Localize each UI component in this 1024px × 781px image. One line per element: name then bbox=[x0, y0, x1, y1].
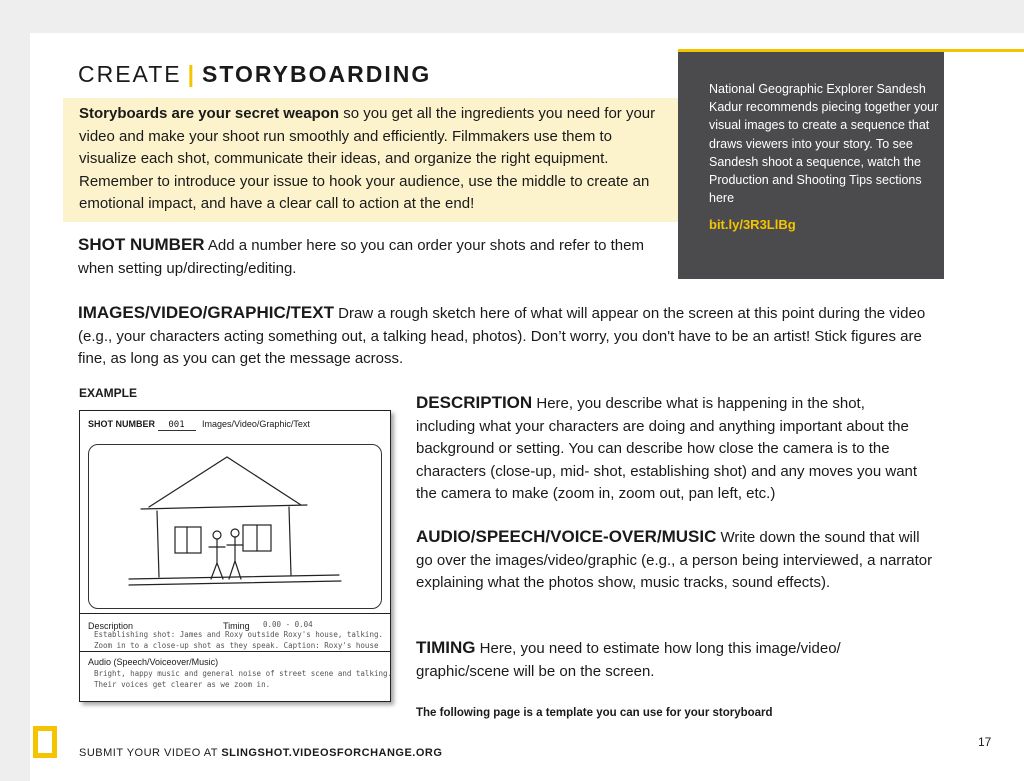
audio-text: Write down the sound that will go over the images/video/graphic (e.g., a person being interviewed, a narrator explaining what the photos show, music tracks, sound effects). bbox=[416, 529, 933, 591]
callout-link[interactable]: bit.ly/3R3LlBg bbox=[709, 217, 796, 233]
section-timing bbox=[416, 637, 926, 683]
intro-text: so you get all the ingredients you need for your video and make your shoot run smoothly and efficiently. Filmmakers use them to visualize each shot, communicate their ideas, and organize the right equipment. Remember to introduce your issue to hook your audience, use the middle to create an emotional impact, and have a clear call to action at the end! bbox=[79, 105, 656, 212]
explorer-callout bbox=[678, 52, 944, 279]
shot-number-heading: SHOT NUMBER bbox=[78, 235, 205, 254]
board-description-line1: Establishing shot: James and Roxy outside Roxy's house, talking. bbox=[94, 630, 383, 639]
title-separator: | bbox=[187, 61, 197, 87]
title-storyboarding: STORYBOARDING bbox=[202, 61, 432, 87]
board-audio-label: Audio (Speech/Voiceover/Music) bbox=[88, 657, 219, 667]
page-title bbox=[78, 61, 431, 88]
images-heading: IMAGES/VIDEO/GRAPHIC/TEXT bbox=[78, 303, 334, 322]
board-sketch-frame bbox=[88, 444, 382, 609]
board-shot-label: SHOT NUMBER bbox=[88, 419, 155, 429]
nat-geo-logo-icon bbox=[33, 726, 57, 758]
board-audio-line1: Bright, happy music and general noise of street scene and talking. bbox=[94, 669, 393, 678]
callout-text: National Geographic Explorer Sandesh Kadur recommends piecing together your visual images to create a sequence that draws viewers into your story. To see Sandesh shoot a sequence, watch the Production and Shooting Tips sections here bbox=[709, 82, 939, 206]
title-create: CREATE bbox=[78, 61, 182, 87]
document-page bbox=[30, 33, 1024, 781]
section-shot-number bbox=[78, 234, 658, 280]
section-images bbox=[78, 302, 946, 371]
images-text: Draw a rough sketch here of what will appear on the screen at this point during the video (e.g., your characters acting something out, a talking head, photos). Don’t worry, you don't have to be an artist! Stick figures are fine, as long as you can get the message across. bbox=[78, 305, 926, 367]
board-images-label: Images/Video/Graphic/Text bbox=[202, 419, 310, 429]
board-timing-label: Timing bbox=[223, 621, 250, 631]
timing-heading: TIMING bbox=[416, 638, 476, 657]
description-text: Here, you describe what is happening in the shot, including what your characters are doing and anything important about the background or setting. You can describe how close the camera is to the characters (close-up, mid- shot, establishing shot) and any moves you want the camera to make (zoom in, zoom out, pan left, etc.) bbox=[416, 395, 918, 502]
intro-bold: Storyboards are your secret weapon bbox=[79, 105, 340, 122]
board-divider bbox=[80, 613, 390, 614]
board-timing-value: 0.00 - 0.04 bbox=[263, 620, 313, 629]
board-description-label: Description bbox=[88, 621, 134, 631]
shot-number-text: Add a number here so you can order your shots and refer to them when setting up/directing/editing. bbox=[78, 237, 644, 277]
description-heading: DESCRIPTION bbox=[416, 393, 533, 412]
intro-highlight bbox=[63, 98, 681, 222]
section-audio bbox=[416, 526, 936, 595]
submit-url-link[interactable]: SLINGSHOT.VIDEOSFORCHANGE.ORG bbox=[221, 747, 443, 759]
page-number: 17 bbox=[978, 735, 992, 749]
example-storyboard bbox=[79, 410, 391, 702]
example-label: EXAMPLE bbox=[79, 386, 138, 400]
template-note: The following page is a template you can use for your storyboard bbox=[416, 707, 773, 719]
board-audio-line2: Their voices get clearer as we zoom in. bbox=[94, 680, 271, 689]
submit-text: SUBMIT YOUR VIDEO AT bbox=[79, 747, 222, 759]
board-header bbox=[88, 419, 310, 431]
house-sketch bbox=[89, 445, 381, 608]
board-description-line2: Zoom in to a close-up shot as they speak. Caption: Roxy's house bbox=[94, 641, 379, 650]
section-description bbox=[416, 392, 926, 506]
timing-text: Here, you need to estimate how long this image/video/ graphic/scene will be on the screen. bbox=[416, 640, 841, 680]
board-divider bbox=[80, 651, 390, 652]
audio-heading: AUDIO/SPEECH/VOICE-OVER/MUSIC bbox=[416, 527, 717, 546]
submit-footer bbox=[79, 747, 442, 759]
board-shot-value: 001 bbox=[158, 420, 196, 431]
